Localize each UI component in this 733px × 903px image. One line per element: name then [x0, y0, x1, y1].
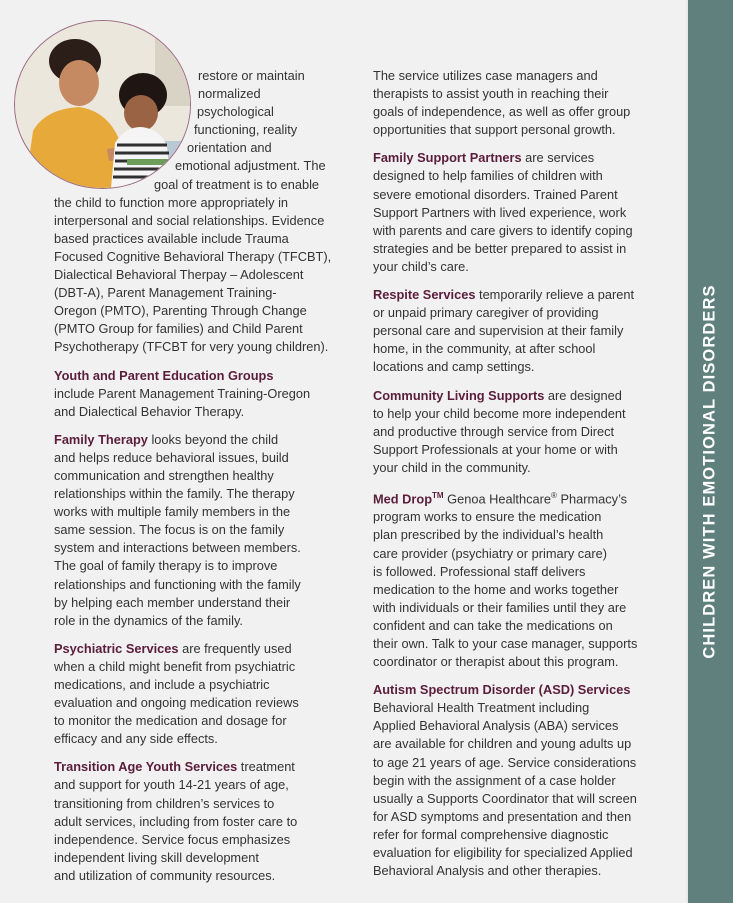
text-line: [373, 286, 665, 304]
autism-services-paragraph: [373, 681, 665, 880]
text-line: refer for formal comprehensive diagnostic: [373, 826, 609, 842]
text-line: are available for children and young adults up: [373, 736, 632, 752]
text-line: your child’s care.: [373, 258, 469, 274]
right-column: [373, 67, 665, 890]
text-line: [54, 640, 346, 658]
text-line: when a child might benefit from psychiatric: [54, 658, 296, 674]
text-line: based practices available include Trauma: [54, 230, 289, 246]
text-line: the child to function more appropriately in: [54, 194, 289, 210]
psychiatric-services-paragraph: [54, 640, 346, 749]
text-line: your child in the community.: [373, 459, 531, 475]
registered-mark: ®: [551, 490, 557, 500]
family-support-partners-heading: Family Support Partners: [373, 150, 522, 166]
text-line: goal of treatment is to enable: [154, 176, 320, 192]
text-line: to monitor the medication and dosage for: [54, 713, 287, 729]
psychiatric-services-heading: Psychiatric Services: [54, 640, 179, 656]
text-line: program works to ensure the medication: [373, 509, 602, 525]
text-line: to help your child become more independent: [373, 405, 626, 421]
text-line: Focused Cognitive Behavioral Therapy (TFCBT),: [54, 248, 332, 264]
text-line: role in the dynamics of the family.: [54, 612, 243, 628]
text-line: evaluation for eligibility for specialized Applied: [373, 845, 633, 861]
text-line: locations and camp settings.: [373, 359, 535, 375]
text-line: orientation and: [187, 140, 272, 156]
text-run: looks beyond the child: [147, 431, 279, 447]
text-line: and support for youth 14-21 years of age,: [54, 777, 289, 793]
family-support-partners-paragraph: [373, 149, 665, 276]
text-line: Support Partners with lived experience, work: [373, 204, 627, 220]
text-run: are designed: [544, 387, 622, 403]
text-line: medication to the home and works together: [373, 581, 619, 597]
text-line: same session. The focus is on the family: [54, 522, 285, 538]
text-line: personal care and supervision at their family: [373, 323, 624, 339]
text-line: therapists to assist youth in reaching their: [373, 86, 609, 102]
text-run: Pharmacy’s: [556, 491, 628, 507]
text-line: restore or maintain: [198, 68, 305, 83]
text-line: independent living skill development: [54, 849, 259, 865]
text-line: Psychotherapy (TFCBT for very young children).: [54, 339, 329, 355]
text-line: with parents and care givers to identify coping: [373, 222, 633, 238]
text-line: coordinator or therapist about this program.: [373, 654, 619, 670]
text-line: Oregon (PMTO), Parenting Through Change: [54, 303, 307, 319]
text-run: are frequently used: [178, 640, 292, 656]
text-line: emotional adjustment. The: [175, 158, 326, 174]
text-run: Genoa Healthcare: [443, 491, 551, 507]
youth-parent-education-paragraph: [54, 367, 346, 421]
transition-age-youth-paragraph: [54, 758, 346, 885]
text-line: with individuals or their families until they are: [373, 599, 627, 615]
text-line: is followed. Professional staff delivers: [373, 563, 586, 579]
text-line: severe emotional disorders. Trained Parent: [373, 186, 618, 202]
text-line: [54, 758, 346, 776]
text-line: their own. Talk to your case manager, supports: [373, 635, 638, 651]
text-line: home, in the community, at after school: [373, 341, 596, 357]
text-line: for ASD symptoms and presentation and then: [373, 808, 632, 824]
text-line: usually a Supports Coordinator that will screen: [373, 790, 637, 806]
text-line: efficacy and any side effects.: [54, 731, 218, 747]
left-column: [54, 67, 346, 895]
text-line: opportunities that support personal growth.: [373, 122, 616, 138]
text-line: normalized: [198, 86, 261, 102]
med-drop-heading: Med Drop: [373, 491, 433, 507]
text-line: interpersonal and social relationships. Evidence: [54, 212, 325, 228]
text-line: [54, 431, 346, 449]
text-line: and utilization of community resources.: [54, 867, 276, 883]
intro-paragraph: [54, 67, 346, 357]
section-title-text: CHILDREN WITH EMOTIONAL DISORDERS: [700, 283, 719, 659]
community-living-supports-heading: Community Living Supports: [373, 387, 545, 403]
text-line: Behavioral Health Treatment including: [373, 700, 590, 716]
text-line: [373, 149, 665, 167]
text-line: confident and can take the medications on: [373, 617, 613, 633]
text-line: functioning, reality: [194, 122, 298, 138]
text-line: system and interactions between members.: [54, 540, 301, 556]
text-line: Dialectical Behavioral Therpay – Adolescent: [54, 267, 304, 283]
text-line: communication and strengthen healthy: [54, 467, 274, 483]
text-line: Behavioral Analysis and other therapies.: [373, 863, 602, 879]
text-line: and helps reduce behavioral issues, build: [54, 449, 289, 465]
text-line: medications, and include a psychiatric: [54, 677, 270, 692]
text-line: relationships and functioning with the family: [54, 576, 301, 592]
text-line: and Dialectical Behavior Therapy.: [54, 403, 245, 419]
text-line: plan prescribed by the individual’s health: [373, 527, 604, 543]
text-line: begin with the assignment of a case holder: [373, 772, 616, 788]
text-line: strategies and be better prepared to assist in: [373, 240, 627, 256]
text-line: include Parent Management Training-Oregon: [54, 385, 311, 401]
text-line: (PMTO Group for families) and Child Parent: [54, 321, 303, 337]
autism-services-heading: Autism Spectrum Disorder (ASD) Services: [373, 682, 631, 698]
text-line: works with multiple family members in the: [54, 504, 291, 520]
family-therapy-heading: Family Therapy: [54, 431, 148, 447]
text-line: care provider (psychiatry or primary care): [373, 545, 607, 561]
text-line: psychological: [197, 104, 274, 120]
text-run: are services: [521, 150, 595, 166]
text-line: goals of independence, as well as offer group: [373, 104, 631, 120]
text-line: designed to help families of children with: [373, 168, 603, 184]
text-line: or unpaid primary caregiver of providing: [373, 305, 599, 321]
med-drop-paragraph: [373, 487, 665, 671]
text-line: transitioning from children’s services to: [54, 795, 275, 811]
community-living-supports-paragraph: [373, 387, 665, 477]
text-line: independence. Service focus emphasizes: [54, 831, 291, 847]
text-line: and productive through service from Direct: [373, 423, 615, 439]
text-line: Support Professionals at your home or with: [373, 441, 618, 457]
section-title-vertical: [687, 275, 733, 667]
transition-age-youth-heading: Transition Age Youth Services: [54, 759, 238, 775]
text-line: adult services, including from foster care to: [54, 813, 298, 829]
text-run: temporarily relieve a parent: [475, 287, 635, 303]
youth-parent-education-heading: Youth and Parent Education Groups: [54, 367, 274, 383]
text-line: The service utilizes case managers and: [373, 68, 598, 83]
case-managers-paragraph: [373, 67, 665, 139]
text-line: to age 21 years of age. Service considerations: [373, 754, 637, 770]
text-line: relationships within the family. The therapy: [54, 486, 295, 502]
text-line: by helping each member understand their: [54, 594, 291, 610]
text-run: treatment: [237, 759, 295, 775]
trademark-mark: TM: [432, 490, 444, 500]
text-line: (DBT-A), Parent Management Training-: [54, 285, 277, 301]
text-line: [373, 387, 665, 405]
respite-services-paragraph: [373, 286, 665, 376]
text-line: [373, 487, 665, 508]
text-line: evaluation and ongoing medication reviews: [54, 695, 299, 711]
text-line: The goal of family therapy is to improve: [54, 558, 278, 574]
respite-services-heading: Respite Services: [373, 287, 476, 303]
family-therapy-paragraph: [54, 431, 346, 630]
text-line: Applied Behavioral Analysis (ABA) services: [373, 718, 619, 734]
